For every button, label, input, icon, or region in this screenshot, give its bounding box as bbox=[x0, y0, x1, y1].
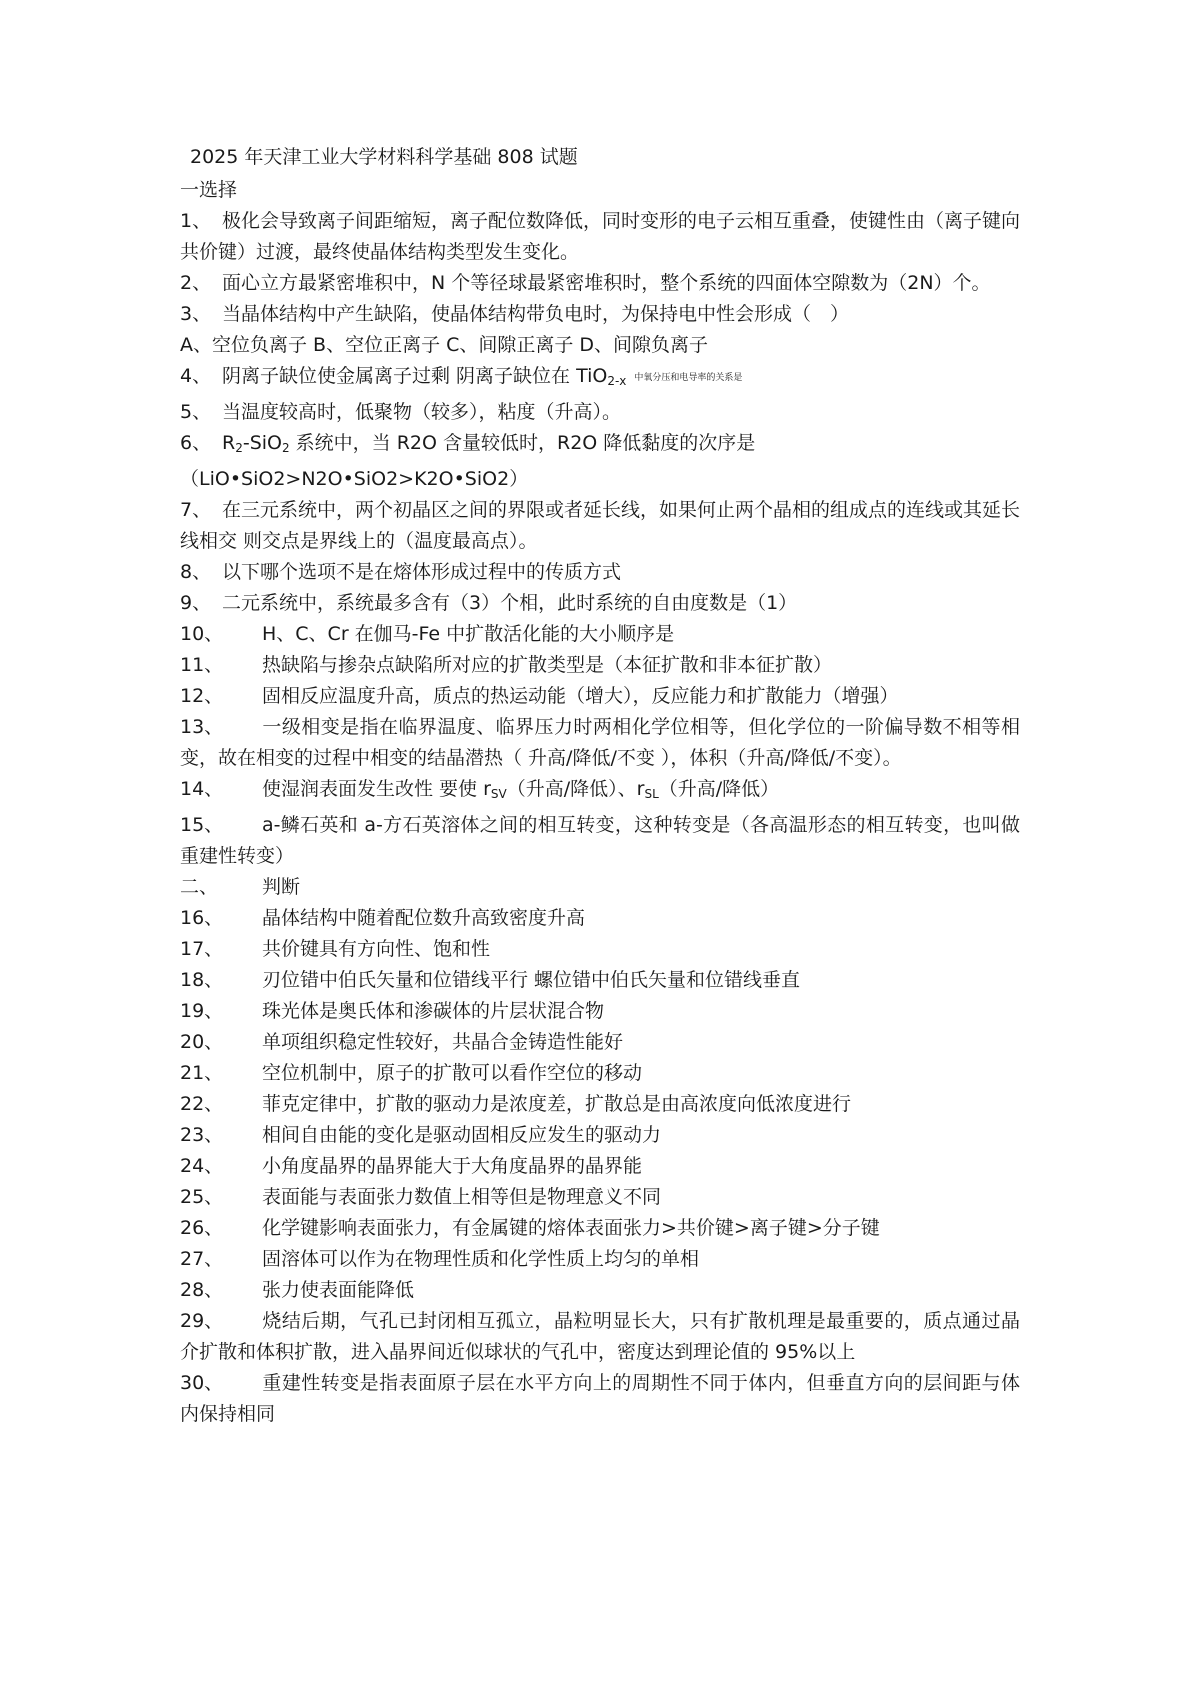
handwritten-note: 中氧分压和电导率的关系是 bbox=[634, 373, 743, 383]
question-2: 2、 面心立方最紧密堆积中，N 个等径球最紧密堆积时，整个系统的四面体空隙数为（2N）个。 bbox=[180, 272, 991, 294]
question-5: 5、 当温度较高时，低聚物（较多），粘度（升高）。 bbox=[180, 401, 622, 423]
question-21: 21、 空位机制中，原子的扩散可以看作空位的移动 bbox=[180, 1062, 643, 1084]
exam-content bbox=[180, 145, 1020, 1430]
question-27: 27、 固溶体可以作为在物理性质和化学性质上均匀的单相 bbox=[180, 1248, 700, 1270]
question-12: 12、 固相反应温度升高，质点的热运动能（增大），反应能力和扩散能力（增强） bbox=[180, 685, 899, 707]
question-26: 26、 化学键影响表面张力，有金属键的熔体表面张力>共价键>离子键>分子键 bbox=[180, 1217, 880, 1239]
question-25: 25、 表面能与表面张力数值上相等但是物理意义不同 bbox=[180, 1186, 662, 1208]
section-heading-choice: 一选择 bbox=[180, 179, 238, 201]
question-3-options: A、空位负离子 B、空位正离子 C、间隙正离子 D、间隙负离子 bbox=[180, 334, 709, 356]
question-19: 19、 珠光体是奥氏体和渗碳体的片层状混合物 bbox=[180, 1000, 605, 1022]
question-10: 10、 H、C、Cr 在伽马-Fe 中扩散活化能的大小顺序是 bbox=[180, 623, 675, 645]
question-1: 1、 极化会导致离子间距缩短，离子配位数降低，同时变形的电子云相互重叠，使键性由（离子键向共价键）过渡，最终使晶体结构类型发生变化。 bbox=[180, 210, 1021, 263]
question-20: 20、 单项组织稳定性较好，共晶合金铸造性能好 bbox=[180, 1031, 624, 1053]
question-13: 13、 一级相变是指在临界温度、临界压力时两相化学位相等，但化学位的一阶偏导数不相等相变，故在相变的过程中相变的结晶潜热（ 升高/降低/不变 ），体积（升高/降低/不变）。 bbox=[180, 716, 1020, 769]
exam-title: 2025 年天津工业大学材料科学基础 808 试题 bbox=[190, 146, 578, 168]
question-16: 16、 晶体结构中随着配位数升高致密度升高 bbox=[180, 907, 586, 929]
question-9: 9、 二元系统中，系统最多含有（3）个相，此时系统的自由度数是（1） bbox=[180, 592, 798, 614]
question-6-answer: （LiO•SiO2>N2O•SiO2>K2O•SiO2） bbox=[180, 468, 529, 490]
question-4: 4、 阴离子缺位使金属离子过剩 阴离子缺位在 TiO$_{2-x}$ 中氧分压和电导率的关系是 bbox=[180, 365, 743, 388]
question-14: 14、 使湿润表面发生改性 要使 $r_{SV}$（升高/降低）、$r_{SL}$（升高/降低） bbox=[180, 778, 780, 801]
question-3: 3、 当晶体结构中产生缺陷，使晶体结构带负电时，为保持电中性会形成（ ） bbox=[180, 303, 850, 325]
question-22: 22、 菲克定律中，扩散的驱动力是浓度差，扩散总是由高浓度向低浓度进行 bbox=[180, 1093, 852, 1115]
question-17: 17、 共价键具有方向性、饱和性 bbox=[180, 938, 491, 960]
question-11: 11、 热缺陷与掺杂点缺陷所对应的扩散类型是（本征扩散和非本征扩散） bbox=[180, 654, 833, 676]
question-29: 29、 烧结后期，气孔已封闭相互孤立，晶粒明显长大，只有扩散机理是最重要的，质点通过晶介扩散和体积扩散，进入晶界间近似球状的气孔中，密度达到理论值的 95%以上 bbox=[180, 1310, 1020, 1363]
question-23: 23、 相间自由能的变化是驱动固相反应发生的驱动力 bbox=[180, 1124, 662, 1146]
section-heading-judgement: 二、 判断 bbox=[180, 876, 301, 898]
question-18: 18、 刃位错中伯氏矢量和位错线平行 螺位错中伯氏矢量和位错线垂直 bbox=[180, 969, 801, 991]
question-28: 28、 张力使表面能降低 bbox=[180, 1279, 415, 1301]
question-24: 24、 小角度晶界的晶界能大于大角度晶界的晶界能 bbox=[180, 1155, 643, 1177]
question-6: 6、 $R_2-SiO_2$ 系统中，当 R2O 含量较低时，R2O 降低黏度的次序是 bbox=[180, 432, 756, 455]
question-30: 30、 重建性转变是指表面原子层在水平方向上的周期性不同于体内，但垂直方向的层间距与体内保持相同 bbox=[180, 1372, 1020, 1425]
question-7: 7、 在三元系统中，两个初晶区之间的界限或者延长线，如果何止两个晶相的组成点的连线或其延长线相交 则交点是界线上的（温度最高点）。 bbox=[180, 499, 1021, 552]
question-8: 8、 以下哪个选项不是在熔体形成过程中的传质方式 bbox=[180, 561, 622, 583]
question-15: 15、 a-鳞石英和 a-方石英溶体之间的相互转变，这种转变是（各高温形态的相互转变，也叫做重建性转变） bbox=[180, 814, 1020, 867]
